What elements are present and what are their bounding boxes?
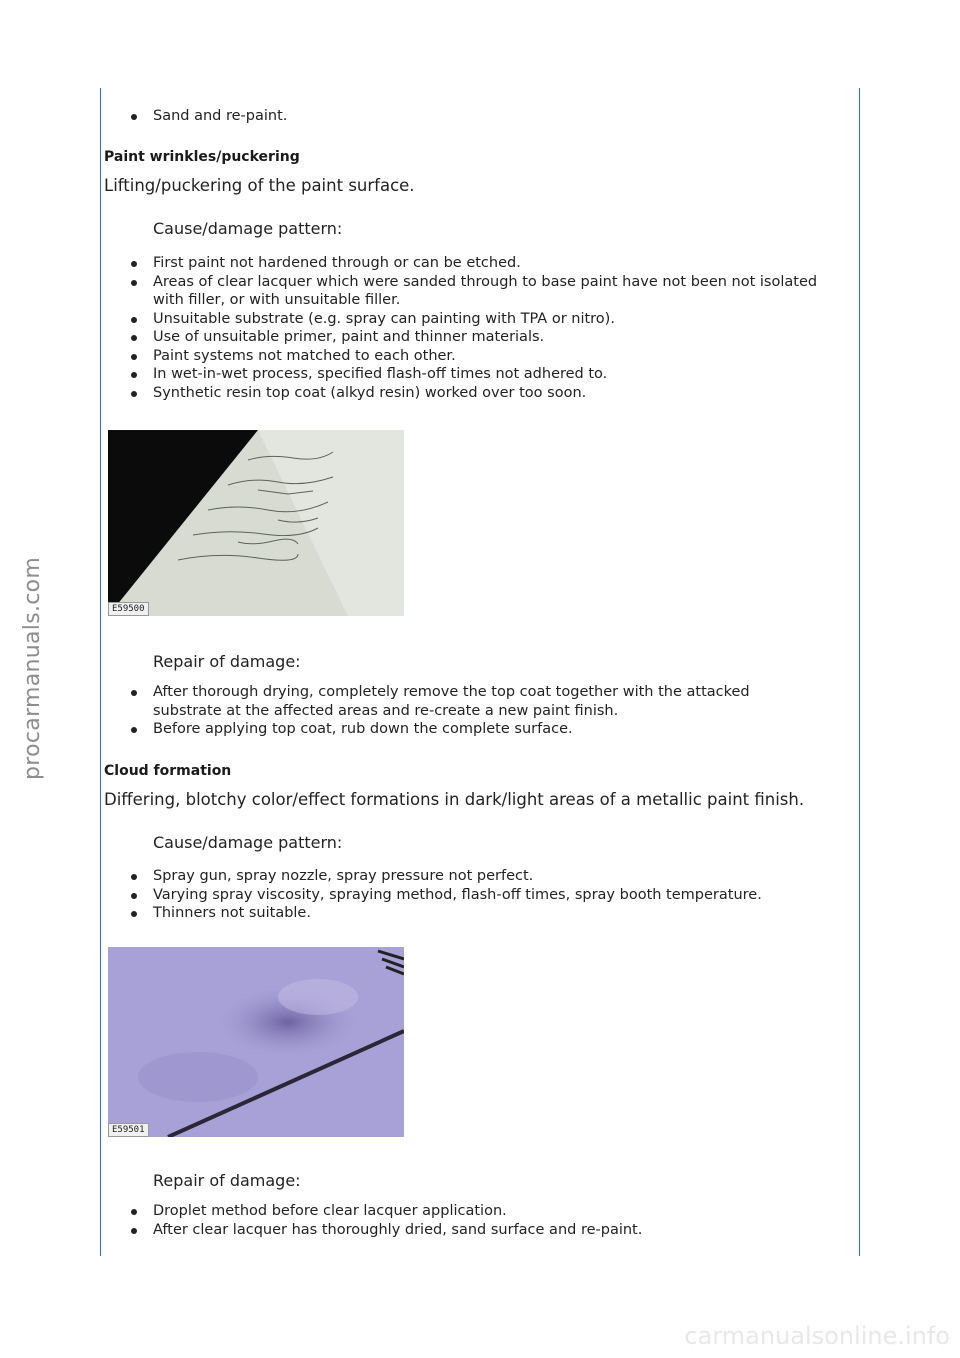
repair-list-wrinkles — [131, 683, 821, 739]
list-item: Before applying top coat, rub down the complete surface. — [131, 720, 821, 739]
list-item: Varying spray viscosity, spraying method, flash-off times, spray booth temperature. — [131, 886, 821, 905]
image-code-label: E59500 — [108, 602, 149, 616]
section-heading-wrinkles: Paint wrinkles/puckering — [104, 149, 300, 165]
section-intro-wrinkles: Lifting/puckering of the paint surface. — [104, 176, 415, 195]
list-item: Areas of clear lacquer which were sanded through to base paint have not been not isolated with filler, or with unsuitable filler. — [131, 273, 821, 310]
cause-label-cloud: Cause/damage pattern: — [153, 833, 343, 852]
cause-label-wrinkles: Cause/damage pattern: — [153, 219, 343, 238]
wrinkles-photo — [108, 430, 404, 616]
list-item: First paint not hardened through or can be etched. — [131, 254, 821, 273]
repair-list-cloud — [131, 1202, 821, 1239]
left-border-rule — [100, 88, 101, 1256]
section-heading-cloud: Cloud formation — [104, 763, 232, 779]
right-border-rule — [859, 88, 860, 1256]
list-item: Sand and re-paint. — [131, 107, 821, 126]
list-item: Droplet method before clear lacquer application. — [131, 1202, 821, 1221]
section-intro-cloud: Differing, blotchy color/effect formations in dark/light areas of a metallic paint finish. — [104, 790, 805, 809]
cloud-formation-photo — [108, 947, 404, 1137]
list-item: In wet-in-wet process, specified flash-off times not adhered to. — [131, 365, 821, 384]
list-item: Thinners not suitable. — [131, 904, 821, 923]
list-item: Unsuitable substrate (e.g. spray can painting with TPA or nitro). — [131, 310, 821, 329]
top-bullet-list — [131, 107, 821, 126]
cause-list-wrinkles — [131, 254, 821, 402]
list-item: After clear lacquer has thoroughly dried, sand surface and re-paint. — [131, 1221, 821, 1240]
list-item: Paint systems not matched to each other. — [131, 347, 821, 366]
image-code-label: E59501 — [108, 1123, 149, 1137]
list-item: Spray gun, spray nozzle, spray pressure not perfect. — [131, 867, 821, 886]
repair-label-cloud: Repair of damage: — [153, 1171, 301, 1190]
side-watermark: procarmanuals.com — [20, 556, 45, 780]
wrinkled-panel-illustration — [108, 430, 404, 616]
list-item: Use of unsuitable primer, paint and thinner materials. — [131, 328, 821, 347]
bottom-watermark: carmanualsonline.info — [684, 1322, 950, 1350]
cloudy-panel-illustration — [108, 947, 404, 1137]
cause-list-cloud — [131, 867, 821, 923]
list-item: Synthetic resin top coat (alkyd resin) worked over too soon. — [131, 384, 821, 403]
list-item: After thorough drying, completely remove the top coat together with the attacked substrate at the affected areas and re-create a new paint finish. — [131, 683, 821, 720]
repair-label-wrinkles: Repair of damage: — [153, 652, 301, 671]
